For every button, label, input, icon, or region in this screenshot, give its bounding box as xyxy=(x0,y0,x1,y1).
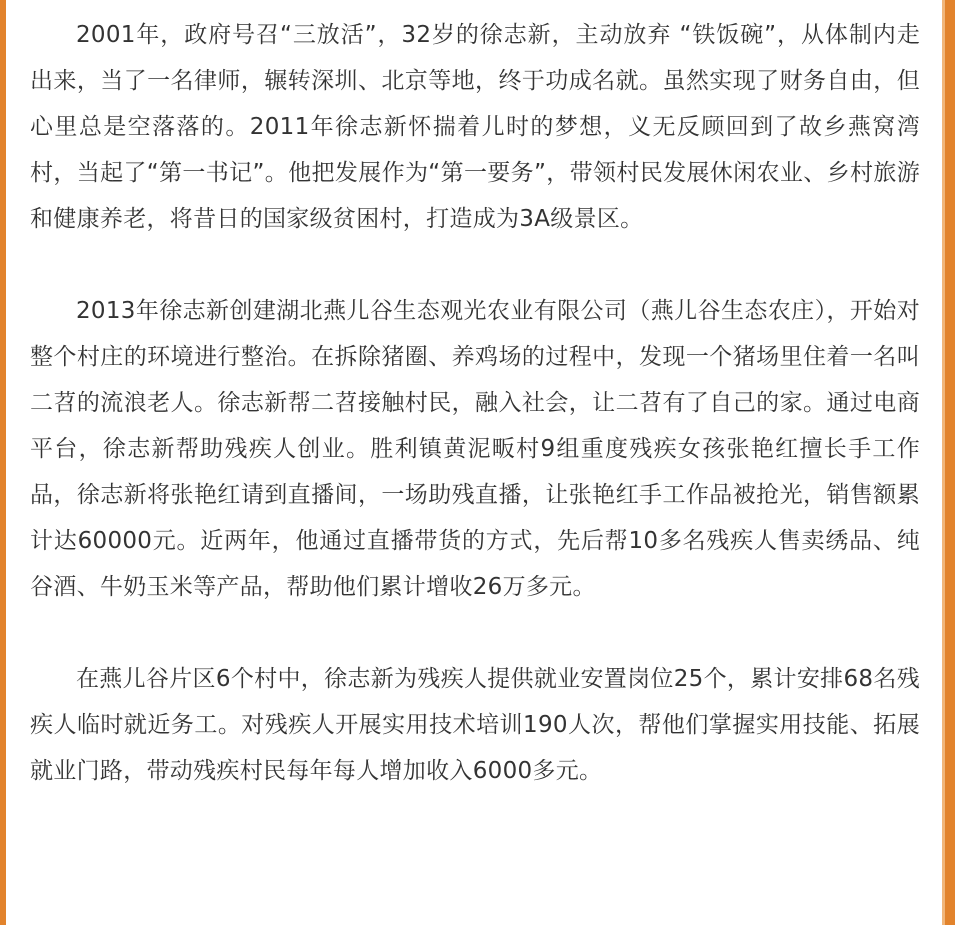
paragraph-3: 在燕儿谷片区6个村中，徐志新为残疾人提供就业安置岗位25个，累计安排68名残疾人临时就近务工。对残疾人开展实用技术培训190人次，帮他们掌握实用技能、拓展就业门路，带动残疾村民每年每人增加收入6000多元。 xyxy=(30,666,920,784)
paragraph-1: 2001年，政府号召“三放活”，32岁的徐志新，主动放弃 “铁饭碗”，从体制内走出来，当了一名律师，辗转深圳、北京等地，终于功成名就。虽然实现了财务自由，但心里总是空落落的。2011年徐志新怀揣着儿时的梦想，义无反顾回到了故乡燕窝湾村，当起了“第一书记”。他把发展作为“第一要务”，带领村民发展休闲农业、乡村旅游和健康养老，将昔日的国家级贫困村，打造成为3A级景区。 xyxy=(30,22,920,232)
article-body xyxy=(30,12,920,840)
paragraph-2: 2013年徐志新创建湖北燕儿谷生态观光农业有限公司（燕儿谷生态农庄），开始对整个村庄的环境进行整治。在拆除猪圈、养鸡场的过程中，发现一个猪场里住着一名叫二苕的流浪老人。徐志新帮二苕接触村民，融入社会，让二苕有了自己的家。通过电商平台，徐志新帮助残疾人创业。胜利镇黄泥畈村9组重度残疾女孩张艳红擅长手工作品，徐志新将张艳红请到直播间，一场助残直播，让张艳红手工作品被抢光，销售额累计达60000元。近两年，他通过直播带货的方式，先后帮10多名残疾人售卖绣品、纯谷酒、牛奶玉米等产品，帮助他们累计增收26万多元。 xyxy=(30,298,920,600)
left-border-decoration xyxy=(0,0,6,925)
right-border-decoration xyxy=(945,0,955,925)
